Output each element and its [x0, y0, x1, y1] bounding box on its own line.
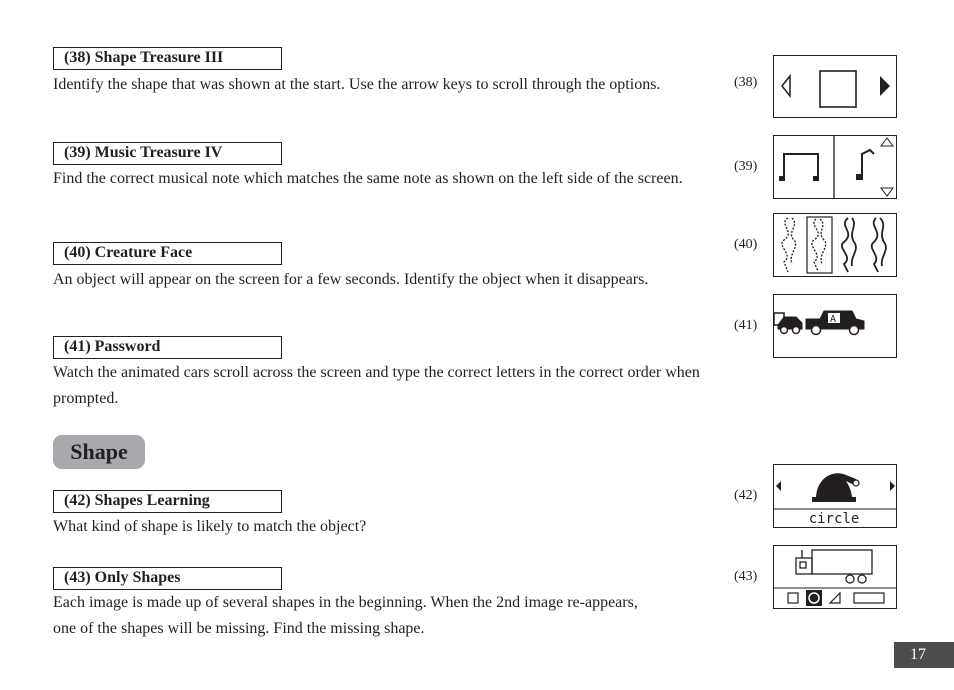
rectangle-icon: [854, 593, 884, 603]
screen-42: [773, 464, 897, 528]
circle-icon: [809, 593, 819, 603]
screen-38: [773, 55, 897, 118]
screen-43: [773, 545, 897, 609]
description-39: Find the correct musical note which matches the same note as shown on the left side of the screen.: [53, 170, 683, 187]
description-42: What kind of shape is likely to match the object?: [53, 518, 367, 535]
figure-label-39: (39): [734, 159, 758, 174]
screen-40: [773, 213, 897, 277]
section-title-shape: Shape: [53, 435, 145, 469]
description-41: Watch the animated cars scroll across the screen and type the correct letters in the correct order when prompted.: [53, 364, 700, 407]
screen-39: [773, 135, 897, 199]
heading-43: (43) Only Shapes: [53, 567, 282, 590]
triangle-icon: [830, 593, 840, 603]
left-arrow-icon: [782, 76, 790, 96]
heading-39: (39) Music Treasure IV: [53, 142, 282, 165]
right-arrow-icon: [880, 76, 890, 96]
description-43: Each image is made up of several shapes in the beginning. When the 2nd image re-appears, one of the shapes will be missing. Find the missing shape.: [53, 594, 638, 637]
figure-label-43: (43): [734, 569, 758, 584]
screen-text-41: A: [830, 314, 837, 325]
left-arrow-icon: [776, 481, 781, 491]
page-number: 17: [894, 642, 954, 668]
square-icon: [788, 593, 798, 603]
heading-41: (41) Password: [53, 336, 282, 359]
heading-42: (42) Shapes Learning: [53, 490, 282, 513]
creature-wave-icon: [782, 217, 886, 273]
figure-label-38: (38): [734, 75, 758, 90]
square-icon: [820, 71, 856, 107]
figure-label-41: (41): [734, 318, 758, 333]
down-triangle-icon: [881, 188, 893, 196]
heading-38: (38) Shape Treasure III: [53, 47, 282, 70]
figure-label-42: (42): [734, 488, 758, 503]
heading-40: (40) Creature Face: [53, 242, 282, 265]
double-note-icon: [779, 154, 819, 181]
up-triangle-icon: [881, 138, 893, 146]
truck-icon: [796, 550, 872, 583]
car-icon: [774, 311, 864, 335]
description-38: Identify the shape that was shown at the start. Use the arrow keys to scroll through the options.: [53, 76, 661, 93]
screen-text-42: circle: [808, 511, 860, 527]
single-note-icon: [856, 150, 874, 180]
right-arrow-icon: [890, 481, 895, 491]
hat-icon: [812, 473, 859, 502]
figure-label-40: (40): [734, 237, 758, 252]
screen-41: [773, 294, 897, 358]
description-40: An object will appear on the screen for a few seconds. Identify the object when it disappears.: [53, 271, 649, 288]
